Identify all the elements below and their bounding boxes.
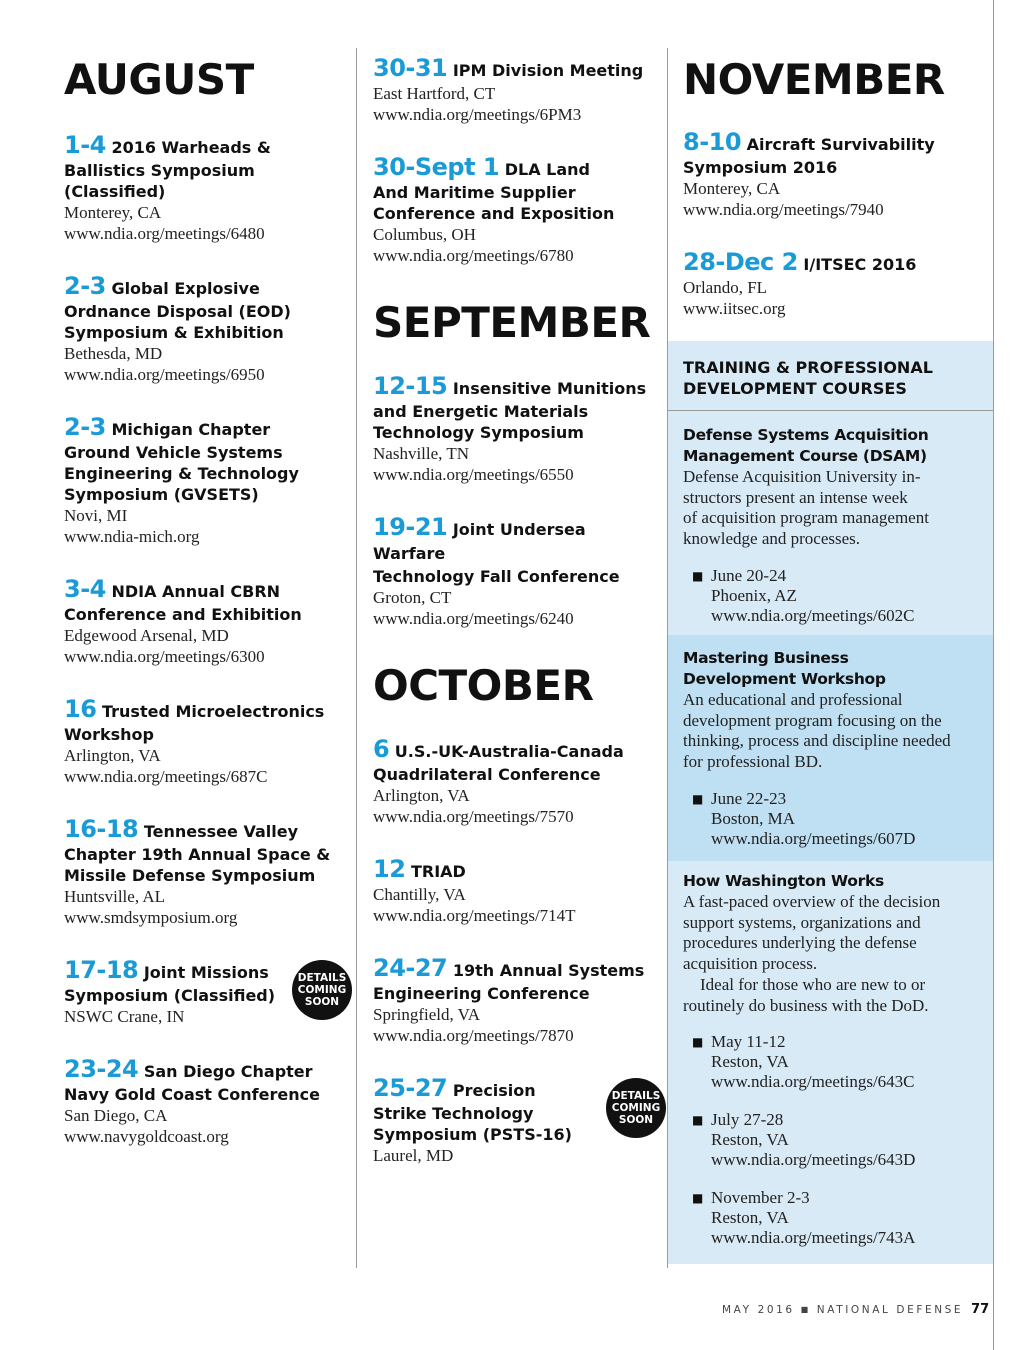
event-dates: 16 <box>64 695 97 723</box>
course-description-line: knowledge and processes. <box>683 529 861 549</box>
session-url[interactable]: www.ndia.org/meetings/607D <box>711 828 916 848</box>
event-location: Edgewood Arsenal, MD <box>64 626 229 645</box>
session-dates: November 2-3 <box>711 1188 810 1208</box>
bullet-icon: ■ <box>692 568 704 583</box>
event-title: Engineering Conference <box>373 984 590 1003</box>
course-description-line: routinely do business with the DoD. <box>683 995 929 1015</box>
event-entry <box>64 274 344 385</box>
event-location: Groton, CT <box>373 588 452 607</box>
event-title: 19th Annual Systems <box>452 961 645 980</box>
august-column <box>64 48 347 1147</box>
november-column <box>668 48 993 319</box>
event-title: TRIAD <box>410 862 466 881</box>
event-dates: 19-21 <box>373 513 448 541</box>
event-title-line <box>64 1084 344 1105</box>
event-entry <box>683 250 993 319</box>
event-url[interactable]: www.ndia.org/meetings/6550 <box>373 465 574 484</box>
event-url[interactable]: www.iitsec.org <box>683 299 786 318</box>
course-description-line: thinking, process and discipline needed <box>683 731 951 751</box>
november-events-list <box>683 130 993 319</box>
event-url[interactable]: www.ndia.org/meetings/6780 <box>373 246 574 265</box>
session-url[interactable]: www.ndia.org/meetings/743A <box>711 1228 916 1248</box>
event-entry <box>373 155 658 266</box>
event-title: Joint Missions <box>143 963 269 982</box>
event-dates: 23-24 <box>64 1055 139 1083</box>
event-title: and Energetic Materials <box>373 402 589 421</box>
course-session <box>683 566 993 626</box>
training-section-header <box>668 341 993 411</box>
event-title: Conference and Exhibition <box>64 605 302 624</box>
event-entry <box>373 737 658 827</box>
event-title: And Maritime Supplier <box>373 183 576 202</box>
month-heading-october: OCTOBER <box>373 661 594 710</box>
course-dsam <box>668 411 993 635</box>
event-title: DLA Land <box>504 160 590 179</box>
event-title: Navy Gold Coast Conference <box>64 1085 320 1104</box>
event-title: Ballistics Symposium <box>64 161 255 180</box>
event-title-line <box>64 577 344 604</box>
course-session <box>683 1032 993 1092</box>
bullet-icon: ■ <box>692 791 704 806</box>
event-title: Symposium & Exhibition <box>64 323 284 342</box>
course-description-line: procedures underlying the defense <box>683 933 917 953</box>
badge-text: SOON <box>304 996 340 1008</box>
event-url[interactable]: www.ndia.org/meetings/6480 <box>64 224 265 243</box>
event-title-line <box>64 322 344 343</box>
event-title-line <box>373 203 658 224</box>
event-dates: 8-10 <box>683 128 742 156</box>
event-location: Columbus, OH <box>373 225 476 244</box>
event-dates: 30-Sept 1 <box>373 153 500 181</box>
column-divider-left <box>356 48 357 1268</box>
event-title-line <box>683 130 993 157</box>
event-location: San Diego, CA <box>64 1106 168 1125</box>
event-url[interactable]: www.navygoldcoast.org <box>64 1127 229 1146</box>
bullet-icon: ■ <box>692 1113 704 1128</box>
event-title: Technology Fall Conference <box>373 567 620 586</box>
course-description-line: Defense Acquisition University in- <box>683 467 921 486</box>
event-title: Symposium (Classified) <box>64 986 276 1005</box>
details-coming-soon-badge <box>292 960 352 1020</box>
event-title-line <box>64 844 344 865</box>
event-location: Huntsville, AL <box>64 887 166 906</box>
event-location: Novi, MI <box>64 506 128 525</box>
event-url[interactable]: www.ndia.org/meetings/6240 <box>373 609 574 628</box>
course-how-washington-works <box>668 861 993 1264</box>
page-footer <box>722 1302 992 1317</box>
october-events-list <box>373 735 661 1166</box>
event-dates: 30-31 <box>373 54 448 82</box>
course-description-line: acquisition process. <box>683 954 818 974</box>
event-entry <box>373 1074 661 1166</box>
event-dates: 6 <box>373 735 390 763</box>
course-title-line: Development Workshop <box>683 670 886 688</box>
event-title: Engineering & Technology <box>64 464 299 483</box>
training-header-line: TRAINING & PROFESSIONAL <box>683 358 933 377</box>
event-url[interactable]: www.ndia.org/meetings/6PM3 <box>373 105 582 124</box>
event-title-line <box>373 515 658 566</box>
event-title-line <box>64 160 344 181</box>
event-location: Laurel, MD <box>373 1146 454 1165</box>
september-events-list <box>373 374 658 629</box>
event-entry <box>64 956 347 1027</box>
event-url[interactable]: www.ndia.org/meetings/6950 <box>64 365 265 384</box>
event-title: San Diego Chapter <box>143 1062 313 1081</box>
event-dates: 2-3 <box>64 413 106 441</box>
training-header-line: DEVELOPMENT COURSES <box>683 379 907 398</box>
course-description-line: structors present an intense week <box>683 487 908 507</box>
event-title-line <box>373 764 658 785</box>
event-title-line <box>64 415 344 442</box>
event-title-line <box>64 865 344 886</box>
event-title: Ordnance Disposal (EOD) <box>64 302 291 321</box>
event-entry <box>373 515 658 629</box>
event-title: 2016 Warheads & <box>111 138 271 157</box>
session-url[interactable]: www.ndia.org/meetings/643C <box>711 1072 915 1092</box>
session-dates: June 22-23 <box>711 788 787 808</box>
event-entry <box>683 130 993 220</box>
event-title-line <box>373 422 658 443</box>
details-coming-soon-badge <box>606 1078 666 1138</box>
event-entry <box>373 374 658 485</box>
month-heading-september: SEPTEMBER <box>373 298 651 347</box>
event-entry <box>64 697 344 787</box>
event-entry <box>64 415 344 547</box>
event-url[interactable]: www.ndia.org/meetings/7940 <box>683 200 884 219</box>
event-dates: 3-4 <box>64 575 106 603</box>
session-dates: June 20-24 <box>711 565 787 585</box>
event-title: Missile Defense Symposium <box>64 866 316 885</box>
event-title: Insensitive Munitions <box>452 379 647 398</box>
event-dates: 28-Dec 2 <box>683 248 798 276</box>
course-session <box>683 1188 993 1248</box>
event-title: Precision <box>452 1081 536 1100</box>
event-location: Monterey, CA <box>64 203 162 222</box>
august-events-list <box>64 131 347 1147</box>
event-dates: 17-18 <box>64 956 139 984</box>
course-title-line: Defense Systems Acquisition <box>683 426 929 444</box>
course-session <box>683 789 993 849</box>
event-title: Joint Undersea Warfare <box>373 520 586 563</box>
event-title-line <box>373 983 658 1004</box>
event-entry <box>64 817 344 928</box>
event-dates: 12 <box>373 855 406 883</box>
event-title: Chapter 19th Annual Space & <box>64 845 331 864</box>
event-location: Nashville, TN <box>373 444 470 463</box>
event-title-line <box>373 566 658 587</box>
course-session <box>683 1110 993 1170</box>
event-title-line <box>64 697 344 724</box>
event-title-line <box>373 956 658 983</box>
event-url[interactable]: www.ndia.org/meetings/7870 <box>373 1026 574 1045</box>
event-url[interactable]: www.smdsymposium.org <box>64 908 238 927</box>
event-title-line <box>64 463 344 484</box>
event-title-line <box>373 374 658 401</box>
event-url[interactable]: www.ndia.org/meetings/687C <box>64 767 268 786</box>
event-title: Technology Symposium <box>373 423 584 442</box>
august-continued-events <box>373 56 658 266</box>
event-location: Chantilly, VA <box>373 885 466 904</box>
event-title: Tennessee Valley <box>143 822 298 841</box>
event-location: Bethesda, MD <box>64 344 163 363</box>
event-location: NSWC Crane, IN <box>64 1007 185 1026</box>
course-title-line: Management Course (DSAM) <box>683 447 927 465</box>
event-entry <box>373 56 658 125</box>
event-title-line <box>373 155 658 182</box>
course-mastering-bd <box>668 635 993 861</box>
session-location: Reston, VA <box>711 1130 789 1150</box>
event-location: Arlington, VA <box>64 746 161 765</box>
event-entry <box>64 577 344 667</box>
event-dates: 2-3 <box>64 272 106 300</box>
footer-issue: MAY 2016 <box>722 1304 795 1316</box>
event-title-line <box>64 604 344 625</box>
session-url[interactable]: www.ndia.org/meetings/643D <box>711 1150 916 1170</box>
course-description-line: support systems, organizations and <box>683 912 921 932</box>
event-title: I/ITSEC 2016 <box>803 255 917 274</box>
session-dates: July 27-28 <box>711 1110 784 1130</box>
badge-text: COMING <box>611 1102 661 1114</box>
event-title: Michigan Chapter <box>111 420 271 439</box>
session-location: Reston, VA <box>711 1208 789 1228</box>
session-dates: May 11-12 <box>711 1032 786 1052</box>
event-title: Aircraft Survivability <box>746 135 935 154</box>
event-title-line <box>683 157 993 178</box>
session-location: Boston, MA <box>711 808 796 828</box>
event-title-line <box>373 857 658 884</box>
event-title-line <box>373 737 658 764</box>
event-title: IPM Division Meeting <box>452 61 644 80</box>
event-entry <box>64 1057 344 1147</box>
event-title: Trusted Microelectronics <box>101 702 325 721</box>
event-title: U.S.-UK-Australia-Canada <box>394 742 624 761</box>
event-title: Symposium (PSTS-16) <box>373 1125 572 1144</box>
event-title-line <box>64 484 344 505</box>
event-location: East Hartford, CT <box>373 84 496 103</box>
course-title-line: Mastering Business <box>683 649 849 667</box>
page-edge-rule <box>993 0 994 1350</box>
event-title-line <box>64 724 344 745</box>
event-entry <box>64 133 344 244</box>
event-title-line <box>64 301 344 322</box>
event-title: Workshop <box>64 725 154 744</box>
event-dates: 16-18 <box>64 815 139 843</box>
event-dates: 1-4 <box>64 131 106 159</box>
event-title-line <box>64 1057 344 1084</box>
event-location: Springfield, VA <box>373 1005 481 1024</box>
course-description-line: A fast-paced overview of the decision <box>683 892 941 911</box>
event-location: Orlando, FL <box>683 278 768 297</box>
bullet-icon: ■ <box>692 1191 704 1206</box>
event-title-line <box>64 817 344 844</box>
event-entry <box>373 857 658 926</box>
footer-publication: NATIONAL DEFENSE <box>816 1304 964 1316</box>
badge-text: COMING <box>297 984 347 996</box>
badge-text: DETAILS <box>611 1090 661 1102</box>
event-title: Global Explosive <box>111 279 260 298</box>
event-title: Quadrilateral Conference <box>373 765 601 784</box>
event-title-line <box>683 250 993 277</box>
month-heading-november: NOVEMBER <box>683 55 945 104</box>
course-description-line: development program focusing on the <box>683 710 942 730</box>
event-dates: 25-27 <box>373 1074 448 1102</box>
event-title: NDIA Annual CBRN <box>111 582 281 601</box>
event-location: Arlington, VA <box>373 786 470 805</box>
event-title-line <box>64 442 344 463</box>
course-description-line: Ideal for those who are new to or <box>683 974 926 994</box>
course-description-line: for professional BD. <box>683 752 823 772</box>
event-url[interactable]: www.ndia.org/meetings/714T <box>373 906 576 925</box>
event-title: Symposium 2016 <box>683 158 838 177</box>
course-description-line: An educational and professional <box>683 690 903 709</box>
bullet-icon: ■ <box>692 1035 704 1050</box>
month-heading-august: AUGUST <box>64 55 254 104</box>
event-dates: 12-15 <box>373 372 448 400</box>
event-title-line <box>373 56 658 83</box>
event-title-line <box>373 182 658 203</box>
course-title-line: How Washington Works <box>683 872 884 890</box>
event-title-line <box>64 133 344 160</box>
event-title-line <box>64 274 344 301</box>
event-location: Monterey, CA <box>683 179 781 198</box>
footer-separator: ■ <box>800 1305 811 1314</box>
event-url[interactable]: www.ndia.org/meetings/7570 <box>373 807 574 826</box>
event-url[interactable]: www.ndia-mich.org <box>64 527 200 546</box>
event-title: Conference and Exposition <box>373 204 615 223</box>
event-dates: 24-27 <box>373 954 448 982</box>
event-title: Strike Technology <box>373 1104 534 1123</box>
session-location: Reston, VA <box>711 1052 789 1072</box>
badge-text: DETAILS <box>297 972 347 984</box>
session-location: Phoenix, AZ <box>711 585 797 605</box>
badge-text: SOON <box>618 1114 654 1126</box>
event-title: Ground Vehicle Systems <box>64 443 283 462</box>
event-title-line <box>373 401 658 422</box>
event-entry <box>373 956 658 1046</box>
session-url[interactable]: www.ndia.org/meetings/602C <box>711 605 915 625</box>
event-title: Symposium (GVSETS) <box>64 485 259 504</box>
sep-oct-column <box>373 48 661 1166</box>
event-title-line <box>64 181 344 202</box>
event-url[interactable]: www.ndia.org/meetings/6300 <box>64 647 265 666</box>
page-number: 77 <box>971 1302 990 1317</box>
event-title: (Classified) <box>64 182 166 201</box>
course-description-line: of acquisition program management <box>683 508 929 528</box>
